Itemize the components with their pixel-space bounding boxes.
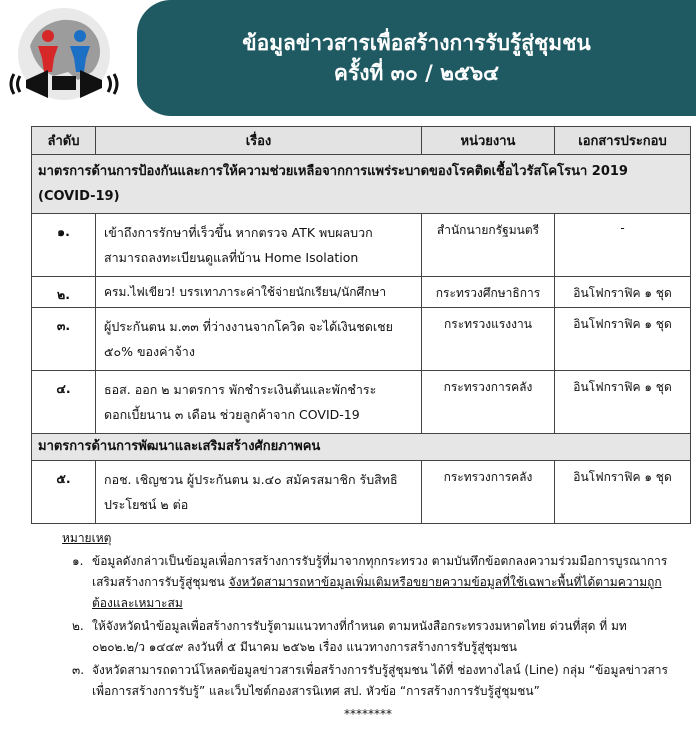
note-text-underlined: จังหวัดสามารถหาข้อมูลเพิ่มเติมหรือขยายความข้อมูลที่ใช้เฉพาะพื้นที่ได้ตามความถูกต้องและเหมาะสม [92, 575, 662, 610]
banner-issue-number: ครั้งที่ ๓๐ / ๒๕๖๔ [333, 61, 500, 85]
row-topic: ครม.ไฟเขียว! บรรเทาภาระค่าใช้จ่ายนักเรียน/นักศึกษา [96, 277, 422, 308]
row-topic: ผู้ประกันตน ม.๓๓ ที่ว่างงานจากโควิด จะได้เงินชดเชย ๕๐% ของค่าจ้าง [96, 308, 422, 371]
notes-section [62, 528, 674, 725]
table-row [32, 308, 691, 371]
row-document: อินโฟกราฟิค ๑ ชุด [555, 461, 691, 524]
end-mark: ******** [344, 707, 392, 721]
row-number: ๔. [32, 371, 96, 434]
header-order: ลำดับ [32, 127, 96, 155]
note-text: ให้จังหวัดนำข้อมูลเพื่อสร้างการรับรู้ตามแนวทางที่กำหนด ตามหนังสือกระทรวงมหาดไทย ด่วนที่สุด ที่ มท ๐๒๐๒.๒/ว ๑๔๔๙ ลงวันที่ ๕ มีนาคม ๒๕๖๒ เรื่อง แนวทางการสร้างการรับรู้สู่ชุมชน [92, 619, 627, 654]
section-row-development [32, 434, 691, 461]
row-number: ๕. [32, 461, 96, 524]
note-number: ๒. [72, 619, 84, 633]
row-agency: กระทรวงแรงงาน [422, 308, 555, 371]
news-table [31, 126, 691, 524]
note-item [62, 551, 674, 614]
note-number: ๓. [72, 663, 85, 677]
row-agency: สำนักนายกรัฐมนตรี [422, 214, 555, 277]
note-item [62, 616, 674, 658]
section-row-covid [32, 155, 691, 214]
note-item [62, 660, 674, 702]
row-number: ๑. [32, 214, 96, 277]
row-agency: กระทรวงศึกษาธิการ [422, 277, 555, 308]
row-number: ๒. [32, 277, 96, 308]
notes-heading: หมายเหตุ [62, 531, 112, 545]
section-title: มาตรการด้านการพัฒนาและเสริมสร้างศักยภาพคน [32, 434, 691, 461]
table-row [32, 277, 691, 308]
banner-title: ข้อมูลข่าวสารเพื่อสร้างการรับรู้สู่ชุมชน [242, 31, 591, 55]
row-topic: กอช. เชิญชวน ผู้ประกันตน ม.๔๐ สมัครสมาชิก รับสิทธิประโยชน์ ๒ ต่อ [96, 461, 422, 524]
row-number: ๓. [32, 308, 96, 371]
row-document: - [555, 214, 691, 277]
row-document: อินโฟกราฟิค ๑ ชุด [555, 308, 691, 371]
table-row [32, 371, 691, 434]
table-row [32, 461, 691, 524]
note-text [92, 551, 674, 614]
note-text: จังหวัดสามารถดาวน์โหลดข้อมูลข่าวสารเพื่อสร้างการรับรู้สู่ชุมชน ได้ที่ ช่องทางไลน์ (Line) กลุ่ม “ข้อมูลข่าวสารเพื่อการสร้างการรับรู้” และเว็บไซต์กองสารนิเทศ สป. หัวข้อ “การสร้างการรับรู้สู่ชุมชน” [92, 663, 668, 698]
row-agency: กระทรวงการคลัง [422, 371, 555, 434]
note-number: ๑. [72, 554, 84, 568]
header-topic: เรื่อง [96, 127, 422, 155]
row-document: อินโฟกราฟิค ๑ ชุด [555, 277, 691, 308]
community-megaphone-logo-icon [8, 6, 120, 114]
table-header-row [32, 127, 691, 155]
section-title: มาตรการด้านการป้องกันและการให้ความช่วยเหลือจากการแพร่ระบาดของโรคติดเชื้อไวรัสโคโรนา 2019 (COVID-19) [32, 155, 691, 214]
row-agency: กระทรวงการคลัง [422, 461, 555, 524]
note-text-plain: ข้อมูลดังกล่าวเป็นข้อมูลเพื่อการสร้างการรับรู้ที่มาจากทุกกระทรวง ตามบันทึกข้อตกลงความร่วมมือการบูรณาการเสริมสร้างการรับรู้สู่ชุมชน [92, 554, 668, 589]
row-topic: ธอส. ออก ๒ มาตรการ พักชำระเงินต้นและพักชำระดอกเบี้ยนาน ๓ เดือน ช่วยลูกค้าจาก COVID-19 [96, 371, 422, 434]
row-document: อินโฟกราฟิค ๑ ชุด [555, 371, 691, 434]
row-topic: เข้าถึงการรักษาที่เร็วขึ้น หากตรวจ ATK พบผลบวก สามารถลงทะเบียนดูแลที่บ้าน Home Isolation [96, 214, 422, 277]
table-row [32, 214, 691, 277]
header-document: เอกสารประกอบ [555, 127, 691, 155]
title-banner [137, 0, 696, 116]
header-agency: หน่วยงาน [422, 127, 555, 155]
